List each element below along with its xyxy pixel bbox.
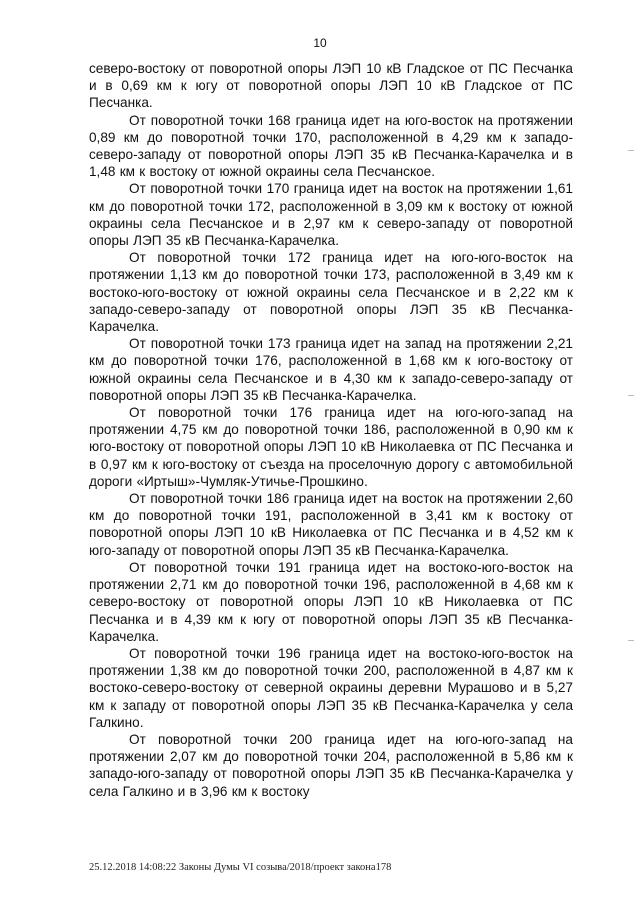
paragraph: От поворотной точки 186 граница идет на восток на протяжении 2,60 км до поворотной точки 191, расположенной в 3,41 км к востоку от поворотной опоры ЛЭП 10 кВ Николаевка от ПС Песчанка и в 4,52 км к юго-западу от поворотной опоры ЛЭП 35 кВ Песчанка-Карачелка.: [89, 491, 573, 558]
paragraph: От поворотной точки 191 граница идет на востоко-юго-восток на протяжении 2,71 км до поворотной точки 196, расположенной в 4,68 км к северо-востоку от поворотной опоры ЛЭП 10 кВ Николаевка от ПС Песчанка и в 4,39 км к югу от поворотной опоры ЛЭП 35 кВ Песчанка-Карачелка.: [89, 559, 573, 644]
scan-margin-mark: [628, 150, 634, 151]
paragraph: От поворотной точки 170 граница идет на восток на протяжении 1,61 км до поворотной точки 172, расположенной в 3,09 км к востоку от южной окраины села Песчанское и в 2,97 км к северо-западу от поворотной опоры ЛЭП 35 кВ Песчанка-Карачелка.: [89, 181, 573, 249]
document-footer: 25.12.2018 14:08:22 Законы Думы VI созыва/2018/проект закона178: [89, 862, 392, 873]
paragraph: северо-востоку от поворотной опоры ЛЭП 10 кВ Гладское от ПС Песчанка и в 0,69 км к югу от поворотной опоры ЛЭП 10 кВ Гладское от ПС Песчанка.: [89, 61, 573, 111]
paragraph: От поворотной точки 196 граница идет на востоко-юго-восток на протяжении 1,38 км до поворотной точки 200, расположенной в 4,87 км к востоко-северо-востоку от северной окраины деревни Мурашово и в 5,27 км к западу от поворотной опоры ЛЭП 35 кВ Песчанка-Карачелка у села Галкино.: [89, 645, 573, 730]
paragraph: От поворотной точки 176 граница идет на юго-юго-запад на протяжении 4,75 км до поворотной точки 186, расположенной в 0,90 км к юго-востоку от поворотной опоры ЛЭП 10 кВ Николаевка от ПС Песчанка и в 0,97 км к юго-востоку от съезда на проселочную дорогу с автомобильной дороги «Иртыш»-Чумляк-Утичье-Прошкино.: [89, 405, 573, 489]
scan-margin-mark: [628, 640, 634, 641]
document-body: [89, 60, 573, 800]
scan-margin-mark: [628, 395, 634, 396]
paragraph: От поворотной точки 173 граница идет на запад на протяжении 2,21 км до поворотной точки 176, расположенной в 1,68 км к юго-востоку от южной окраины села Песчанское и в 4,30 км к западо-северо-западу от поворотной опоры ЛЭП 35 кВ Песчанка-Карачелка.: [89, 336, 573, 403]
paragraph: От поворотной точки 168 граница идет на юго-восток на протяжении 0,89 км до поворотной точки 170, расположенной в 4,29 км к западо-северо-западу от поворотной опоры ЛЭП 35 кВ Песчанка-Карачелка и в 1,48 км к востоку от южной окраины села Песчанское.: [89, 112, 573, 180]
paragraph: От поворотной точки 172 граница идет на юго-юго-восток на протяжении 1,13 км до поворотной точки 173, расположенной в 3,49 км к востоко-юго-востоку от южной окраины села Песчанское и в 2,22 км к западо-северо-западу от поворотной опоры ЛЭП 35 кВ Песчанка-Карачелка.: [89, 250, 573, 335]
page-number: 10: [313, 36, 327, 50]
paragraph: От поворотной точки 200 граница идет на юго-юго-запад на протяжении 2,07 км до поворотной точки 204, расположенной в 5,86 км к западо-юго-западу от поворотной опоры ЛЭП 35 кВ Песчанка-Карачелка у села Галкино и в 3,96 км к востоку: [89, 731, 573, 799]
